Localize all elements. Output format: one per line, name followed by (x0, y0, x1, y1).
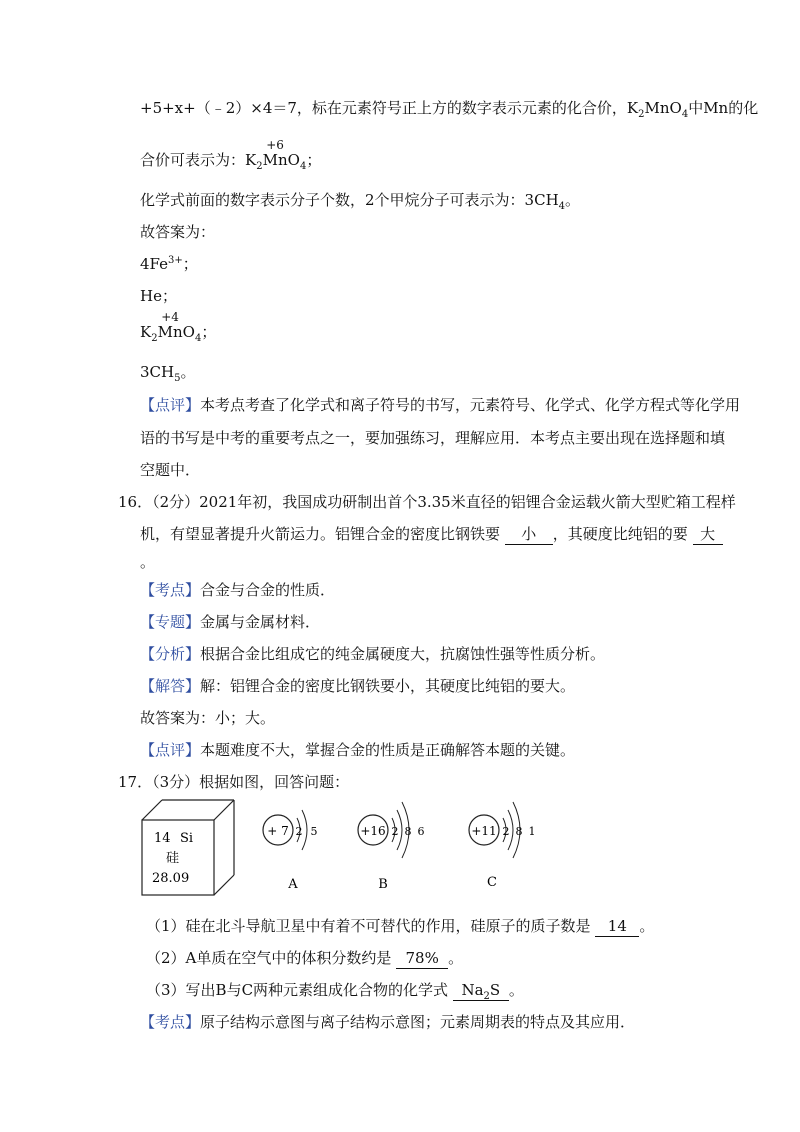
solution-line-1: +5+x+（﹣2）×4＝7，标在元素符号正上方的数字表示元素的化合价，$K_2MnO_4$中Mn的化 (140, 99, 759, 120)
element-symbol: Si (180, 831, 194, 846)
answer-blank: 小 (505, 524, 553, 545)
atom-label: A (288, 877, 298, 892)
q17-part-2: （2）A单质在空气中的体积分数约是 78% 。 (146, 949, 464, 967)
question-17: 17．（3分）根据如图，回答问题： (118, 773, 350, 791)
shell-electrons: 2 (502, 825, 510, 838)
shell-electrons: 2 (295, 825, 303, 838)
atom-a (263, 810, 318, 892)
nucleus-charge: +16 (360, 824, 386, 838)
kaodian-16: 【考点】合金与合金的性质． (140, 581, 336, 599)
zhuanti-16: 【专题】金属与金属材料． (140, 613, 321, 631)
jieda-16: 【解答】解：铝锂合金的密度比钢铁要小，其硬度比纯铝的要大。 (140, 677, 576, 695)
answer-1: $4Fe^{3+}$； (140, 255, 198, 273)
shell-electrons: 6 (417, 825, 425, 838)
question-16-line-3: 。 (140, 553, 156, 571)
shell-electrons: 8 (404, 825, 412, 838)
solution-line-3: 化学式前面的数字表示分子个数，2个甲烷分子可表示为：$3CH_4$。 (140, 191, 581, 212)
subscript: 2 (151, 333, 158, 344)
review-tag: 【点评】 (140, 396, 201, 414)
atom-label: B (378, 877, 388, 892)
valence-mn: +4 Mn (157, 310, 183, 341)
answer-2: He； (140, 287, 177, 305)
subscript: 2 (638, 109, 645, 120)
review-15-line-2: 语的书写是中考的重要考点之一，要加强练习，理解应用．本考点主要出现在选择题和填 (140, 429, 726, 447)
shell-electrons: 5 (310, 825, 318, 838)
review-15: 【点评】本考点考查了化学式和离子符号的书写，元素符号、化学式、化学方程式等化学用 (140, 396, 741, 414)
shell-electrons: 1 (528, 825, 536, 838)
answer-4: $3CH_5$。 (140, 363, 196, 384)
atom-label: C (487, 875, 497, 890)
solution-line-2: 合价可表示为：$K_2$ +6 MnO$_4$； (140, 138, 322, 172)
subscript: 4 (558, 201, 566, 212)
subscript: 2 (256, 161, 263, 172)
question-number: 16． (118, 493, 153, 511)
subscript: 4 (681, 109, 689, 120)
nucleus-charge: + 7 (267, 824, 289, 838)
review-15-line-3: 空题中． (140, 461, 201, 479)
kaodian-17: 【考点】原子结构示意图与离子结构示意图；元素周期表的特点及其应用． (140, 1013, 636, 1031)
answer-3: $K_2$ +4 MnO$_4$； (140, 310, 217, 344)
element-number: 14 (154, 831, 171, 846)
question-16-line-2: 机，有望显著提升火箭运力。铝锂合金的密度比钢铁要 小 ，其硬度比纯铝的要 大 (140, 524, 723, 545)
answer-16: 故答案为：小；大。 (140, 709, 276, 727)
atom-b (358, 802, 425, 892)
answer-label: 故答案为： (140, 223, 216, 241)
answer-blank: 大 (693, 524, 723, 545)
atom-c (469, 802, 536, 890)
atom-structure-figure (140, 798, 560, 898)
element-mass: 28.09 (152, 871, 190, 886)
nucleus-charge: +11 (471, 824, 497, 838)
question-16: 16．（2分）2021年初，我国成功研制出首个3.35米直径的铝锂合金运载火箭大型贮箱工程样 (118, 493, 736, 511)
q17-part-3: （3）写出B与C两种元素组成化合物的化学式 $Na_2S$ 。 (146, 981, 524, 1002)
question-number: 17． (118, 773, 153, 791)
shell-electrons: 2 (391, 825, 399, 838)
valence-mn: +6 Mn (262, 138, 288, 169)
subscript: 4 (299, 161, 307, 172)
fenxi-16: 【分析】根据合金比组成它的纯金属硬度大，抗腐蚀性强等性质分析。 (140, 645, 606, 663)
element-name: 硅 (166, 851, 180, 866)
answer-blank: 14 (595, 916, 639, 937)
shell-electrons: 8 (515, 825, 523, 838)
subscript: 4 (194, 333, 202, 344)
answer-blank: $Na_2S$ (453, 980, 509, 1001)
q17-part-1: （1）硅在北斗导航卫星中有着不可替代的作用，硅原子的质子数是 14 。 (146, 917, 655, 935)
dianping-16: 【点评】本题难度不大，掌握合金的性质是正确解答本题的关键。 (140, 741, 576, 759)
answer-blank: 78% (396, 948, 448, 969)
